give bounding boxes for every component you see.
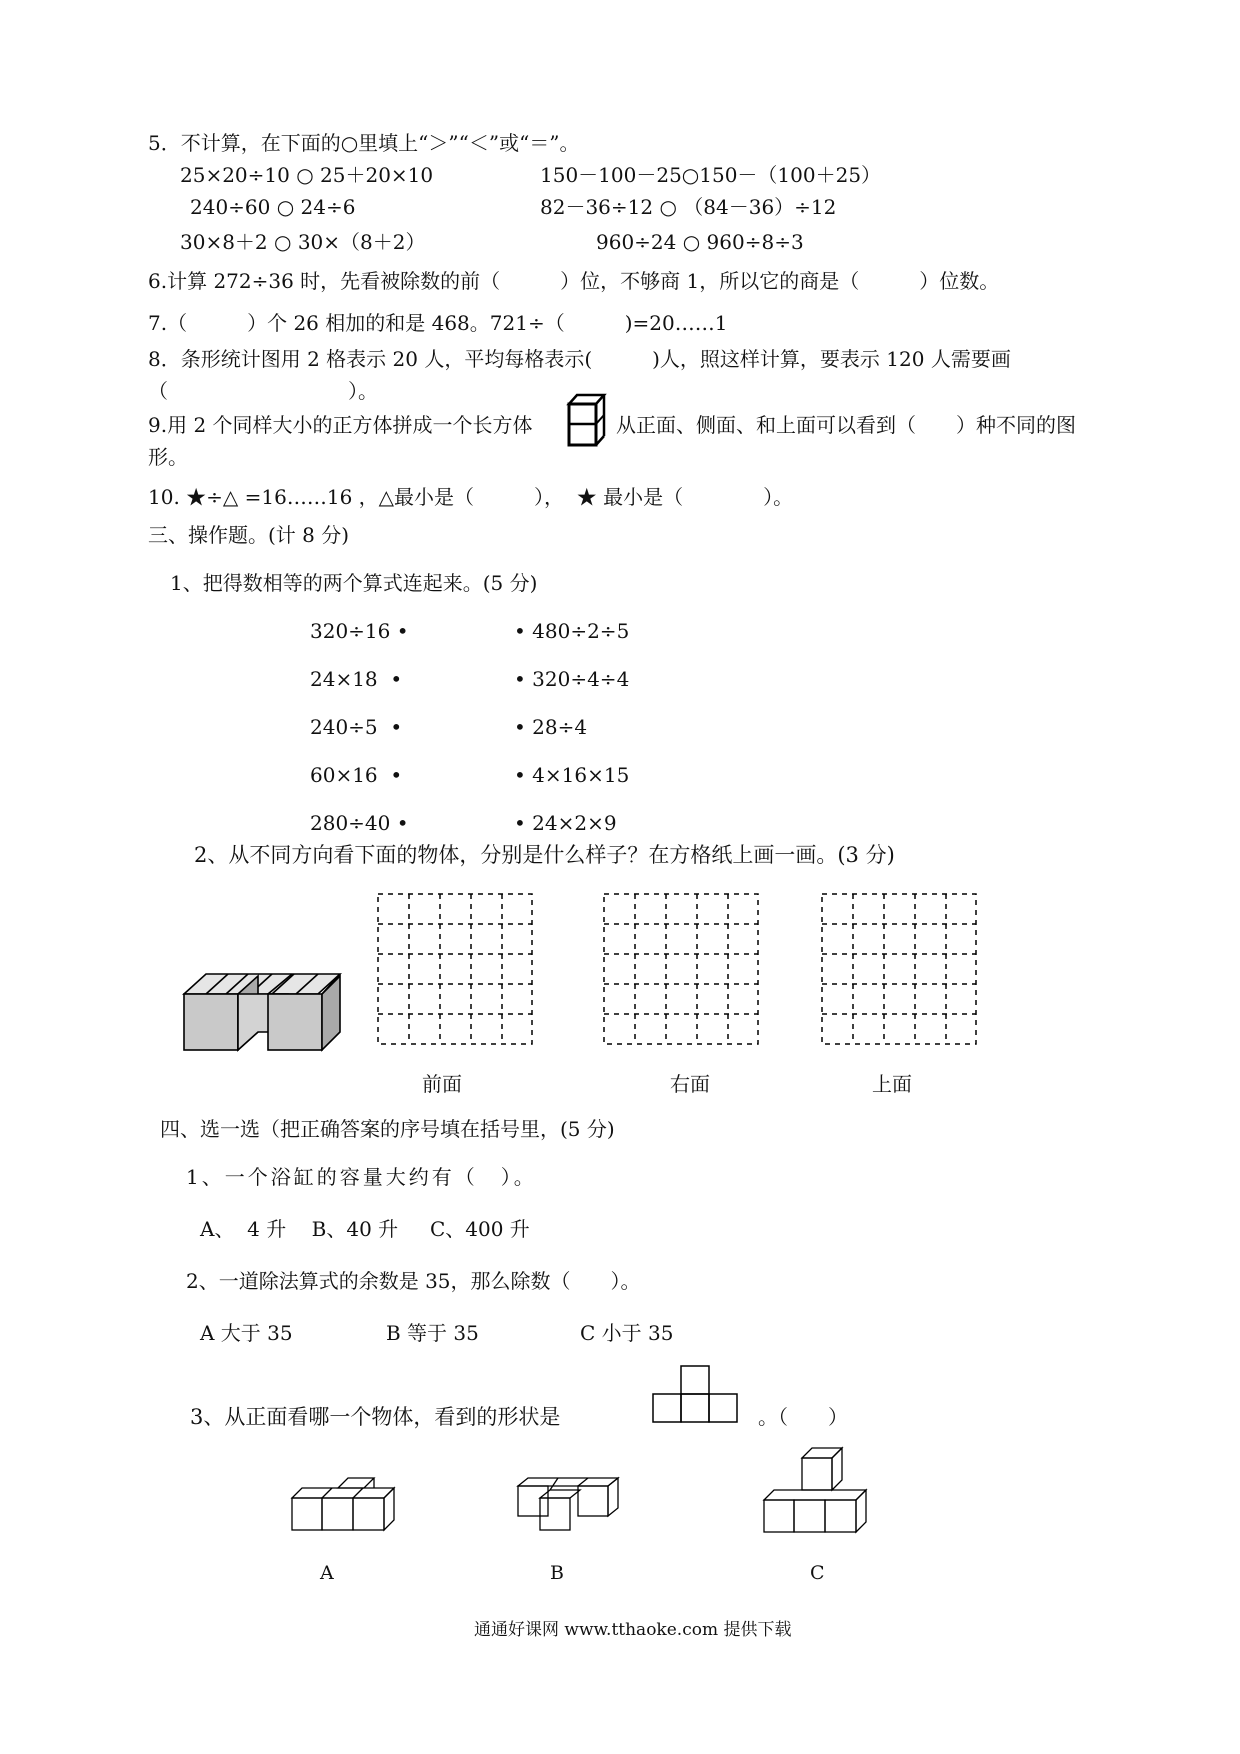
section4-q2-option-c: C 小于 35 [580,1321,674,1345]
grid-right-view[interactable] [602,892,760,1046]
section4-q1-options: A、 4 升 B、40 升 C、400 升 [200,1217,530,1241]
blocks-figure [182,960,342,1056]
match-right-5: • 24×2×9 [514,811,617,835]
option-b-label: B [550,1562,564,1584]
option-c-label: C [810,1562,825,1584]
section3-part1: 1、把得数相等的两个算式连起来。(5 分) [170,571,538,595]
match-left-3: 240÷5 • [310,715,403,739]
label-top: 上面 [872,1072,912,1096]
q9-text-part2: 从正面、侧面、和上面可以看到（ ）种不同的图 [616,413,1076,437]
q5-row1-right: 150－100－25○150－（100＋25） [540,163,882,187]
q7-text: 7.（ ）个 26 相加的和是 468。721÷（ )=20……1 [148,311,728,335]
match-right-1: • 480÷2÷5 [514,619,630,643]
q5-row2-left: 240÷60 ○ 24÷6 [190,195,356,219]
option-c-figure [762,1446,872,1536]
q8-text-line2: （ ）。 [148,379,378,403]
q8-text-line1: 8．条形统计图用 2 格表示 20 人，平均每格表示( )人，照这样计算，要表示 120 人需要画 [148,347,1011,371]
match-left-4: 60×16 • [310,763,403,787]
q5-row1-left: 25×20÷10 ○ 25＋20×10 [180,163,434,187]
match-right-3: • 28÷4 [514,715,588,739]
label-front: 前面 [422,1072,462,1096]
q5-row2-right: 82－36÷12 ○ （84－36）÷12 [540,195,837,219]
match-right-2: • 320÷4÷4 [514,667,630,691]
grid-top-view[interactable] [820,892,978,1046]
option-b-figure [516,1476,624,1534]
section3-part2: 2、从不同方向看下面的物体，分别是什么样子？在方格纸上画一画。(3 分) [194,843,895,867]
q5-row3-left: 30×8＋2 ○ 30×（8＋2） [180,230,426,254]
section4-title: 四、选一选（把正确答案的序号填在括号里，(5 分) [160,1117,615,1141]
option-a-label: A [320,1562,334,1584]
section4-q3: 3、从正面看哪一个物体，看到的形状是 [190,1405,561,1429]
match-left-5: 280÷40 • [310,811,409,835]
q5-row3-right: 960÷24 ○ 960÷8÷3 [596,230,804,254]
match-left-1: 320÷16 • [310,619,409,643]
section4-q3-answer: 。（ ） [758,1405,848,1429]
cuboid-figure [566,392,608,448]
match-right-4: • 4×16×15 [514,763,630,787]
q9-text-part3: 形。 [148,445,188,469]
footer-text: 通通好课网 www.tthaoke.com 提供下载 [474,1620,792,1640]
front-shape-figure [650,1364,742,1426]
q6-text: 6.计算 272÷36 时，先看被除数的前（ ）位，不够商 1，所以它的商是（ ）位数。 [148,269,1000,293]
q5-title: 5．不计算，在下面的○里填上“＞”“＜”或“＝”。 [148,131,580,155]
grid-front-view[interactable] [376,892,534,1046]
section4-q1: 1、一个浴缸的容量大约有（ ）。 [186,1165,537,1189]
section4-q2: 2、一道除法算式的余数是 35，那么除数（ ）。 [186,1269,641,1293]
q9-text-part1: 9.用 2 个同样大小的正方体拼成一个长方体 [148,413,533,437]
match-left-2: 24×18 • [310,667,403,691]
section4-q2-option-a: A 大于 35 [200,1321,293,1345]
section4-q2-option-b: B 等于 35 [386,1321,479,1345]
label-right: 右面 [670,1072,710,1096]
section3-title: 三、操作题。(计 8 分) [148,523,350,547]
option-a-figure [290,1476,398,1534]
q10-text: 10. ★÷△ =16……16 ，△最小是（ ）， ★ 最小是（ ）。 [148,485,794,509]
